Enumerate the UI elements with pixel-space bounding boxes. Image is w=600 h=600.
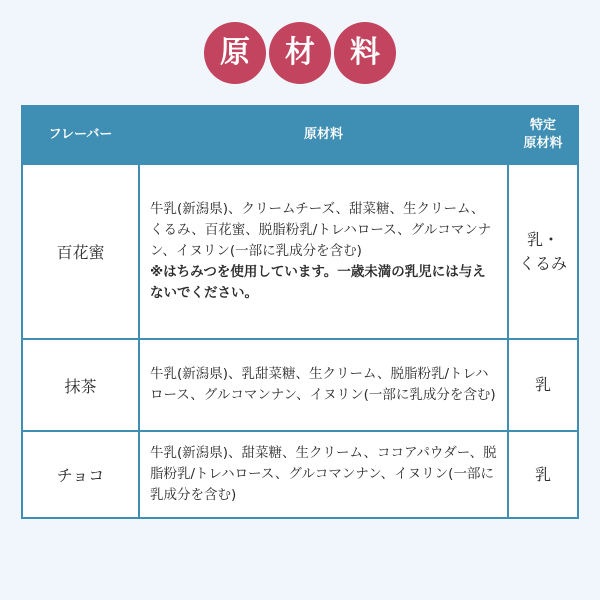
honey-warning-note: ※はちみつを使用しています。一歳未満の乳児には与えないでください。 bbox=[150, 264, 486, 301]
ingredients-text: 牛乳(新潟県)、乳甜菜糖、生クリーム、脱脂粉乳/トレハロース、グルコマンナン、イヌリン(一部に乳成分を含む) bbox=[150, 366, 496, 403]
allergen-line2: くるみ bbox=[518, 253, 567, 273]
allergen-line1: 乳 bbox=[534, 464, 551, 484]
ingredients-cell bbox=[140, 165, 507, 338]
header-allergens bbox=[509, 107, 577, 163]
header-ingredients: 原材料 bbox=[140, 107, 507, 163]
title-char-circle: 材 bbox=[269, 22, 331, 84]
header-flavor: フレーバー bbox=[23, 107, 138, 163]
flavor-name: 百花蜜 bbox=[23, 165, 138, 338]
allergen-line1: 乳 bbox=[534, 375, 551, 394]
title-char-circle: 料 bbox=[334, 22, 396, 84]
ingredients-cell bbox=[140, 432, 507, 517]
ingredients-table bbox=[21, 105, 579, 519]
allergen-cell bbox=[509, 340, 577, 430]
allergen-cell bbox=[509, 165, 577, 338]
ingredients-text: 牛乳(新潟県)、甜菜糖、生クリーム、ココアパウダー、脱脂粉乳/トレハロース、グルコマンナン、イヌリン(一部に乳成分を含む) bbox=[150, 445, 497, 503]
header-allergens-line2: 原材料 bbox=[523, 136, 563, 151]
ingredients-cell bbox=[140, 340, 507, 430]
title-char-circle: 原 bbox=[204, 22, 266, 84]
allergen-line1: 乳・ bbox=[526, 229, 559, 249]
flavor-name: 抹茶 bbox=[23, 340, 138, 430]
header-allergens-line1: 特定 bbox=[529, 118, 556, 133]
allergen-cell bbox=[509, 432, 577, 517]
ingredients-text: 牛乳(新潟県)、クリームチーズ、甜菜糖、生クリーム、くるみ、百花蜜、脱脂粉乳/トレハロース、グルコマンナン、イヌリン(一部に乳成分を含む) bbox=[150, 201, 492, 259]
page-title bbox=[0, 22, 600, 84]
flavor-name: チョコ bbox=[23, 432, 138, 517]
